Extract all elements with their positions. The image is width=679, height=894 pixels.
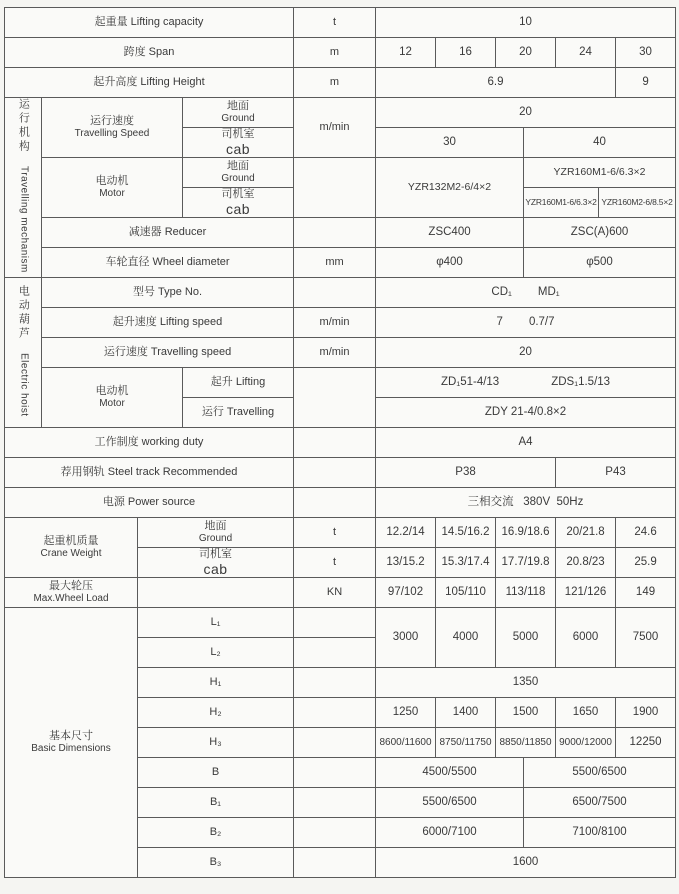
dim-symbol-b1: B₁	[138, 788, 294, 818]
dim-b1-unit	[294, 788, 376, 818]
row-reducer	[5, 218, 676, 248]
span-value-16: 16	[436, 38, 496, 68]
dim-l-v2: 4000	[436, 608, 496, 668]
dim-l-v1: 3000	[376, 608, 436, 668]
dim-h3-v3: 8850/11850	[496, 728, 556, 758]
dim-h2-unit	[294, 698, 376, 728]
working-duty-unit	[294, 428, 376, 458]
row-span	[5, 38, 676, 68]
row-lifting-capacity	[5, 8, 676, 38]
hoist-motor-lifting-values: ZD₁51-4/13 ZDS₁1.5/13	[376, 368, 676, 398]
wheel-diameter-value-b: φ500	[524, 248, 676, 278]
span-label: 跨度 Span	[5, 38, 294, 68]
lifting-height-value-30: 9	[616, 68, 676, 98]
travelling-speed-unit: m/min	[294, 98, 376, 158]
dim-l2-unit	[294, 638, 376, 668]
dim-symbol-b2: B₂	[138, 818, 294, 848]
dim-symbol-b3: B₃	[138, 848, 294, 878]
dim-b1-v1: 5500/6500	[376, 788, 524, 818]
max-wheel-load-v2: 105/110	[436, 578, 496, 608]
max-wheel-load-v1: 97/102	[376, 578, 436, 608]
hoist-motor-travelling-value: ZDY 21-4/0.8×2	[376, 398, 676, 428]
dim-l-v5: 7500	[616, 608, 676, 668]
crane-weight-cab-v3: 17.7/19.8	[496, 548, 556, 578]
travelling-mechanism-vertical-label: 运行机构 Travelling mechanism	[17, 98, 30, 274]
dim-h3-v5: 12250	[616, 728, 676, 758]
hoist-type-unit	[294, 278, 376, 308]
span-value-24: 24	[556, 38, 616, 68]
row-max-wheel-load	[5, 578, 676, 608]
span-value-20: 20	[496, 38, 556, 68]
hoist-motor-travelling-sublabel: 运行 Travelling	[183, 398, 294, 428]
travelling-speed-cab-value-a: 30	[376, 128, 524, 158]
max-wheel-load-label: 最大轮压 Max.Wheel Load	[5, 578, 138, 608]
travel-motor-main-value: YZR132M2-6/4×2	[376, 158, 524, 218]
row-power-source	[5, 488, 676, 518]
row-lifting-height	[5, 68, 676, 98]
dim-b2-v1: 6000/7100	[376, 818, 524, 848]
page	[0, 7, 679, 894]
lifting-height-unit: m	[294, 68, 376, 98]
hoist-motor-unit	[294, 368, 376, 428]
row-working-duty	[5, 428, 676, 458]
max-wheel-load-v3: 113/118	[496, 578, 556, 608]
hoist-motor-lifting-sublabel: 起升 Lifting	[183, 368, 294, 398]
row-hoist-lifting-speed	[5, 308, 676, 338]
crane-spec-table	[4, 7, 676, 878]
crane-weight-ground-v1: 12.2/14	[376, 518, 436, 548]
lifting-height-label: 起升高度 Lifting Height	[5, 68, 294, 98]
reducer-value-a: ZSC400	[376, 218, 524, 248]
reducer-label: 减速器 Reducer	[42, 218, 294, 248]
hoist-type-label: 型号 Type No.	[42, 278, 294, 308]
lifting-capacity-label: 起重量 Lifting capacity	[5, 8, 294, 38]
dim-h2-v3: 1500	[496, 698, 556, 728]
max-wheel-load-v5: 149	[616, 578, 676, 608]
row-travel-motor-ground	[5, 158, 676, 188]
travel-motor-label: 电动机 Motor	[42, 158, 183, 218]
max-wheel-load-sublabel-empty	[138, 578, 294, 608]
dim-symbol-l1: L₁	[138, 608, 294, 638]
crane-weight-ground-unit: t	[294, 518, 376, 548]
dim-b3-value: 1600	[376, 848, 676, 878]
basic-dimensions-label: 基本尺寸 Basic Dimensions	[5, 608, 138, 878]
crane-weight-cab-sublabel: 司机室 cab	[138, 548, 294, 578]
dim-symbol-l2: L₂	[138, 638, 294, 668]
working-duty-label: 工作制度 working duty	[5, 428, 294, 458]
travel-motor-unit	[294, 158, 376, 218]
dim-h2-v5: 1900	[616, 698, 676, 728]
travel-motor-ground-value: YZR160M1-6/6.3×2	[524, 158, 676, 188]
crane-weight-cab-v5: 25.9	[616, 548, 676, 578]
steel-track-value-b: P43	[556, 458, 676, 488]
crane-weight-ground-sublabel: 地面 Ground	[138, 518, 294, 548]
dim-b-v2: 5500/6500	[524, 758, 676, 788]
row-wheel-diameter	[5, 248, 676, 278]
hoist-travelling-speed-unit: m/min	[294, 338, 376, 368]
dim-h3-v1: 8600/11600	[376, 728, 436, 758]
travel-motor-cab-value-b: YZR160M2-6/8.5×2	[599, 188, 676, 218]
dim-b3-unit	[294, 848, 376, 878]
dim-symbol-b: B	[138, 758, 294, 788]
lifting-capacity-value: 10	[376, 8, 676, 38]
dim-h2-v4: 1650	[556, 698, 616, 728]
crane-weight-cab-v2: 15.3/17.4	[436, 548, 496, 578]
span-value-12: 12	[376, 38, 436, 68]
crane-weight-label: 起重机质量 Crane Weight	[5, 518, 138, 578]
crane-weight-cab-v4: 20.8/23	[556, 548, 616, 578]
steel-track-unit	[294, 458, 376, 488]
wheel-diameter-unit: mm	[294, 248, 376, 278]
section-electric-hoist	[5, 278, 42, 428]
hoist-travelling-speed-value: 20	[376, 338, 676, 368]
row-travelling-speed-ground	[5, 98, 676, 128]
hoist-motor-label: 电动机 Motor	[42, 368, 183, 428]
wheel-diameter-value-a: φ400	[376, 248, 524, 278]
power-source-value: 三相交流 380V 50Hz	[376, 488, 676, 518]
power-source-label: 电源 Power source	[5, 488, 294, 518]
dim-h2-v2: 1400	[436, 698, 496, 728]
dim-b1-v2: 6500/7500	[524, 788, 676, 818]
travelling-speed-ground-sublabel: 地面 Ground	[183, 98, 294, 128]
dim-h3-v4: 9000/12000	[556, 728, 616, 758]
hoist-lifting-speed-values: 7 0.7/7	[376, 308, 676, 338]
hoist-lifting-speed-label: 起升速度 Lifting speed	[42, 308, 294, 338]
dim-b2-unit	[294, 818, 376, 848]
wheel-diameter-label: 车轮直径 Wheel diameter	[42, 248, 294, 278]
crane-weight-ground-v2: 14.5/16.2	[436, 518, 496, 548]
hoist-type-values: CD₁ MD₁	[376, 278, 676, 308]
span-value-30: 30	[616, 38, 676, 68]
steel-track-value-a: P38	[376, 458, 556, 488]
lifting-height-value-main: 6.9	[376, 68, 616, 98]
crane-weight-cab-unit: t	[294, 548, 376, 578]
dim-h1-unit	[294, 668, 376, 698]
electric-hoist-vertical-label: 电动葫芦 Electric hoist	[17, 284, 30, 417]
reducer-value-b: ZSC(A)600	[524, 218, 676, 248]
span-unit: m	[294, 38, 376, 68]
hoist-lifting-speed-unit: m/min	[294, 308, 376, 338]
travel-motor-cab-sublabel: 司机室 cab	[183, 188, 294, 218]
dim-b-v1: 4500/5500	[376, 758, 524, 788]
travel-motor-cab-value-a: YZR160M1-6/6.3×2	[524, 188, 599, 218]
dim-symbol-h1: H₁	[138, 668, 294, 698]
row-hoist-type	[5, 278, 676, 308]
max-wheel-load-unit: KN	[294, 578, 376, 608]
dim-h1-value: 1350	[376, 668, 676, 698]
row-crane-weight-ground	[5, 518, 676, 548]
hoist-travelling-speed-label: 运行速度 Travelling speed	[42, 338, 294, 368]
crane-weight-ground-v3: 16.9/18.6	[496, 518, 556, 548]
dim-symbol-h2: H₂	[138, 698, 294, 728]
dim-l1-unit	[294, 608, 376, 638]
max-wheel-load-v4: 121/126	[556, 578, 616, 608]
travelling-speed-ground-value: 20	[376, 98, 676, 128]
crane-weight-ground-v4: 20/21.8	[556, 518, 616, 548]
power-source-unit	[294, 488, 376, 518]
row-hoist-travelling-speed	[5, 338, 676, 368]
lifting-capacity-unit: t	[294, 8, 376, 38]
crane-weight-ground-v5: 24.6	[616, 518, 676, 548]
dim-h3-v2: 8750/11750	[436, 728, 496, 758]
reducer-unit	[294, 218, 376, 248]
dim-b-unit	[294, 758, 376, 788]
dim-h2-v1: 1250	[376, 698, 436, 728]
section-travelling-mechanism	[5, 98, 42, 278]
dim-l-v4: 6000	[556, 608, 616, 668]
crane-weight-cab-v1: 13/15.2	[376, 548, 436, 578]
row-hoist-motor-lifting	[5, 368, 676, 398]
dim-b2-v2: 7100/8100	[524, 818, 676, 848]
steel-track-label: 荐用钢轨 Steel track Recommended	[5, 458, 294, 488]
travelling-speed-cab-value-b: 40	[524, 128, 676, 158]
row-dim-l1	[5, 608, 676, 638]
travelling-speed-label: 运行速度 Travelling Speed	[42, 98, 183, 158]
travel-motor-ground-sublabel: 地面 Ground	[183, 158, 294, 188]
dim-h3-unit	[294, 728, 376, 758]
working-duty-value: A4	[376, 428, 676, 458]
dim-symbol-h3: H₃	[138, 728, 294, 758]
dim-l-v3: 5000	[496, 608, 556, 668]
row-steel-track	[5, 458, 676, 488]
travelling-speed-cab-sublabel: 司机室 cab	[183, 128, 294, 158]
